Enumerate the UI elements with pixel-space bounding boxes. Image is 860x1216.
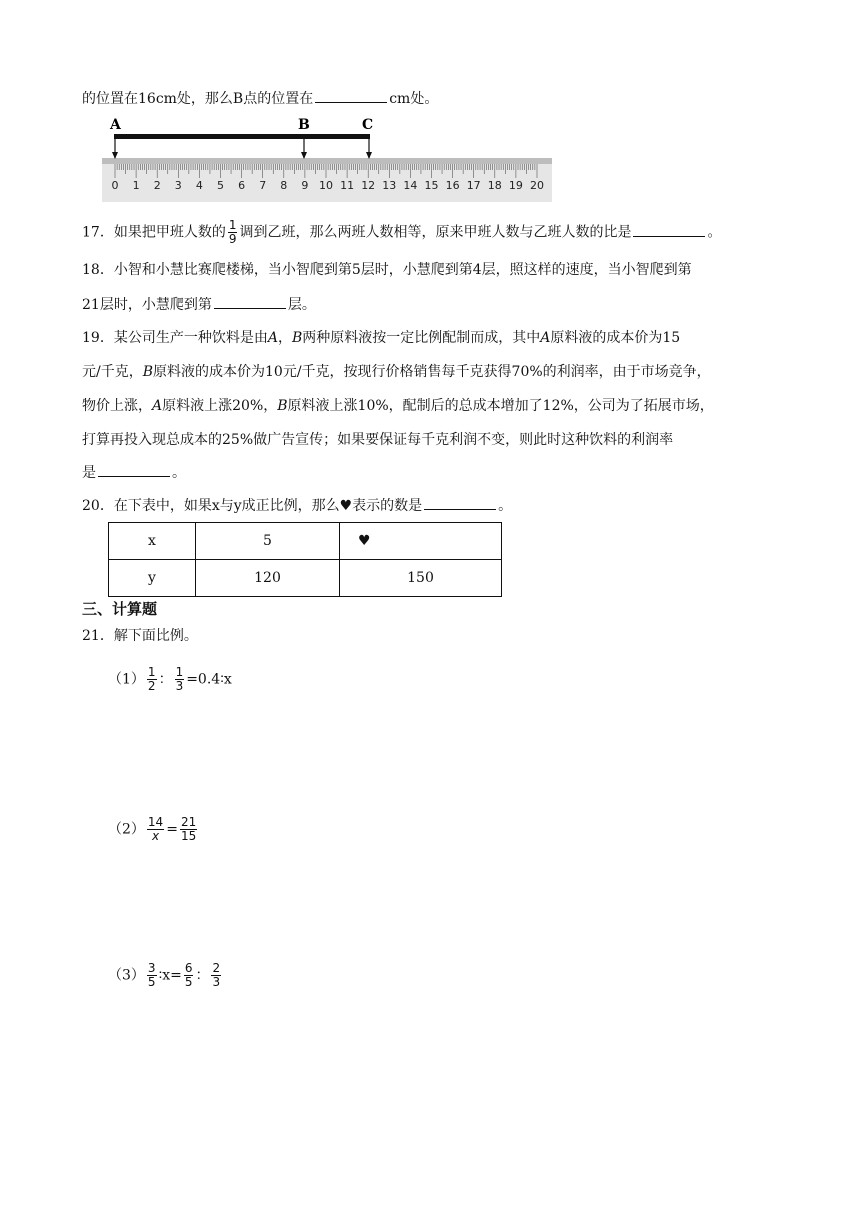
q21-p2-eq: = — [166, 821, 178, 838]
xy-table — [108, 522, 502, 597]
q19-line1-c: 原料液的成本价为15 — [550, 330, 681, 346]
q18-line2 — [82, 294, 316, 315]
ruler-tick-label: 18 — [487, 179, 502, 192]
q21-p2-frac1 — [147, 816, 164, 843]
ruler-tick-label: 4 — [195, 179, 203, 192]
q19-var-a3: A — [152, 398, 163, 414]
q16-tail-line — [82, 88, 438, 109]
q21-p3-frac1 — [147, 962, 157, 989]
ruler-tick-label: 0 — [111, 179, 119, 192]
q20-line — [82, 495, 512, 516]
q21-p1-sep: ： — [158, 671, 173, 688]
q19-line2 — [82, 362, 711, 382]
frac-num: 2 — [212, 961, 221, 975]
q21-p2-label: （2） — [108, 821, 145, 838]
q21-p3-frac3 — [211, 962, 221, 989]
frac-den: 5 — [147, 975, 156, 989]
q17-frac-num: 1 — [228, 218, 237, 232]
q19-line5-a: 是 — [82, 465, 96, 481]
frac-num: 14 — [147, 815, 164, 829]
table-row — [109, 523, 502, 560]
table-cell: 120 — [196, 560, 340, 597]
q16-answer-blank[interactable] — [315, 88, 387, 103]
q17-frac-den: 9 — [228, 232, 237, 246]
q19-var-b3: B — [277, 398, 288, 414]
q21-p1-rest: =0.4∶x — [186, 671, 232, 688]
q19-line1-a: 19．某公司生产一种饮料是由 — [82, 330, 268, 346]
table-cell: x — [109, 523, 196, 560]
ruler-tick-label: 12 — [361, 179, 376, 192]
q18-answer-blank[interactable] — [214, 294, 286, 309]
ruler-tick-label: 17 — [466, 179, 481, 192]
ruler-numbers — [112, 179, 545, 192]
ruler-tick-label: 15 — [424, 179, 439, 192]
q18-line1: 18．小智和小慧比赛爬楼梯，当小智爬到第5层时，小慧爬到第4层，照这样的速度，当小智爬到第 — [82, 262, 692, 278]
ruler-tick-label: 19 — [508, 179, 523, 192]
q19-line2-b: 原料液的成本价为10元/千克，按现行价格销售每千克获得70%的利润率，由于市场竞争， — [153, 364, 711, 380]
frac-den: 5 — [184, 975, 193, 989]
q19-var-a2: A — [540, 330, 551, 346]
q21-p2-frac2 — [180, 816, 197, 843]
arrow-c — [366, 152, 372, 159]
q21-part2 — [108, 816, 199, 843]
q19-line3-b: 原料液上涨20%， — [162, 398, 278, 414]
arrow-b — [301, 152, 307, 159]
table-cell: 5 — [196, 523, 340, 560]
q20-text: 20．在下表中，如果x与y成正比例，那么♥表示的数是 — [82, 498, 423, 514]
q19-var-b: B — [291, 330, 303, 346]
q19-line3-c: 原料液上涨10%，配制后的总成本增加了12%，公司为了拓展市场， — [287, 398, 714, 414]
q17-text-after: 调到乙班，那么两班人数相等，原来甲班人数与乙班人数的比是 — [239, 224, 632, 241]
ruler-tick-label: 5 — [217, 179, 224, 192]
q19-comma: ， — [277, 330, 292, 346]
table-cell: 150 — [340, 560, 502, 597]
q21-p1-label: （1） — [108, 671, 145, 688]
q21-p3-mid: ∶x= — [158, 967, 182, 984]
frac-den: 3 — [212, 975, 221, 989]
q19-line2-a: 元/千克， — [82, 364, 143, 380]
ruler-tick-label: 10 — [319, 179, 333, 192]
frac-num: 6 — [184, 961, 193, 975]
ruler-tick-label: 9 — [301, 179, 309, 192]
q21-part1 — [108, 666, 232, 693]
ruler-tick-label: 6 — [238, 179, 246, 192]
q19-line1 — [82, 328, 680, 348]
q21-p1-frac2 — [175, 666, 185, 693]
q19-line5 — [82, 462, 186, 483]
q19-line5-b: 。 — [172, 465, 186, 481]
label-c: C — [362, 117, 374, 133]
ruler-tick-label: 8 — [280, 179, 288, 192]
q19-var-a: A — [267, 330, 278, 346]
q17-end: 。 — [707, 224, 722, 241]
q16-text: 的位置在16cm处，那么B点的位置在 — [82, 91, 314, 107]
ruler-tick-label: 2 — [153, 179, 161, 192]
q21-p3-label: （3） — [108, 967, 145, 984]
frac-den: 15 — [180, 829, 197, 843]
frac-num: 21 — [180, 815, 197, 829]
q16-unit: cm处。 — [389, 91, 439, 107]
table-cell: y — [109, 560, 196, 597]
ruler-ticks — [115, 164, 537, 178]
q21-p3-sep: ： — [195, 967, 210, 984]
ruler-tick-label: 7 — [259, 179, 267, 192]
q17-fraction — [228, 219, 238, 246]
q18-line2-before: 21层时，小慧爬到第 — [82, 297, 212, 313]
q17-number: 17． — [82, 224, 114, 241]
q19-line3 — [82, 396, 714, 416]
q18-line2-after: 层。 — [287, 297, 316, 313]
q17-answer-blank[interactable] — [633, 222, 705, 237]
frac-num: 3 — [147, 961, 156, 975]
q20-end: 。 — [498, 498, 513, 514]
q21-title: 21．解下面比例。 — [82, 628, 198, 644]
table-cell: ♥ — [340, 523, 502, 560]
ruler-figure — [102, 114, 552, 202]
q17-text-before: 如果把甲班人数的 — [113, 224, 226, 241]
ruler-svg — [102, 114, 552, 202]
ruler-top-edge — [102, 158, 552, 164]
ruler-tick-label: 14 — [403, 179, 418, 192]
q19-line1-b: 两种原料液按一定比例配制而成，其中 — [302, 330, 541, 346]
ruler-tick-label: 1 — [132, 179, 140, 192]
ruler-tick-label: 16 — [445, 179, 460, 192]
arrow-a — [112, 152, 118, 159]
q19-answer-blank[interactable] — [98, 462, 170, 477]
q19-var-b2: B — [142, 364, 154, 380]
frac-num: 1 — [175, 665, 184, 679]
label-a: A — [110, 117, 121, 133]
frac-den: 2 — [147, 679, 156, 693]
q19-line4: 打算再投入现总成本的25%做广告宣传；如果要保证每千克利润不变，则此时这种饮料的利润率 — [82, 432, 674, 448]
frac-num: 1 — [147, 665, 156, 679]
q20-answer-blank[interactable] — [424, 495, 496, 510]
ruler-tick-label: 3 — [174, 179, 182, 192]
table-row — [109, 560, 502, 597]
ruler-tick-label: 11 — [340, 179, 355, 192]
q21-part3 — [108, 962, 223, 989]
ruler-tick-label: 13 — [382, 179, 397, 192]
segment-bar — [114, 134, 370, 139]
frac-den: x — [152, 829, 160, 843]
q17-line — [82, 219, 721, 246]
q21-p3-frac2 — [184, 962, 194, 989]
section-heading: 三、计算题 — [82, 600, 158, 618]
q21-p1-frac1 — [147, 666, 157, 693]
label-b: B — [298, 117, 310, 133]
frac-den: 3 — [175, 679, 184, 693]
q19-line3-a: 物价上涨， — [82, 398, 152, 414]
ruler-tick-label: 20 — [530, 179, 544, 192]
